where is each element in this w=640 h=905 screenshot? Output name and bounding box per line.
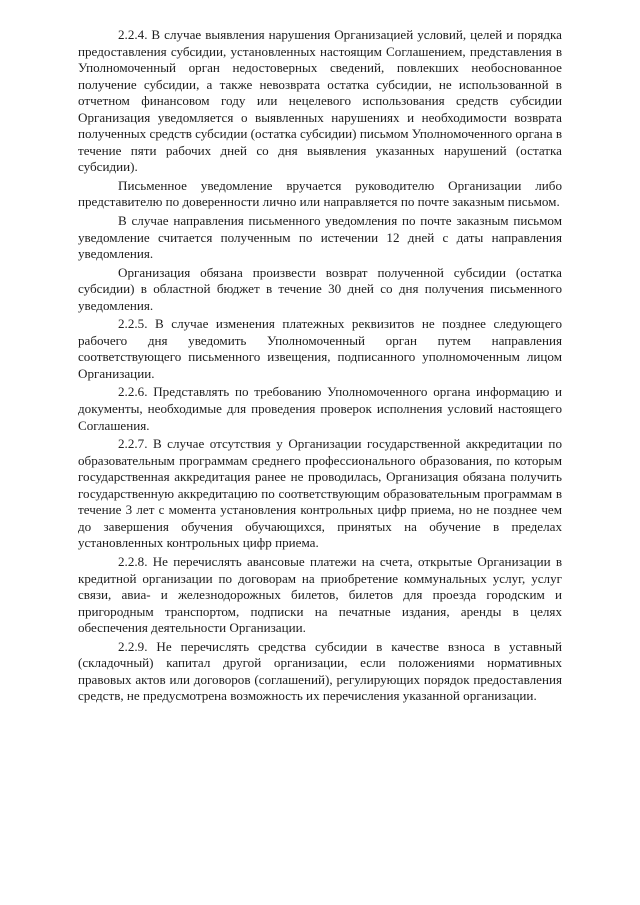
paragraph-notice-received: В случае направления письменного уведомления по почте заказным письмом уведомление считается полученным по истечении 12 дней с даты направления уведомления. [78,213,562,262]
paragraph-2-2-6: 2.2.6. Представлять по требованию Уполномоченного органа информацию и документы, необходимые для проведения проверок исполнения условий настоящего Соглашения. [78,384,562,433]
document-page [78,27,562,705]
paragraph-2-2-8: 2.2.8. Не перечислять авансовые платежи на счета, открытые Организации в кредитной организации по договорам на приобретение коммунальных услуг, услуг связи, авиа- и железнодорожных билетов, билетов для проезда городским и пригородным транспортом, подписки на печатные издания, аренды в целях обеспечения деятельности Организации. [78,553,562,636]
paragraph-2-2-9: 2.2.9. Не перечислять средства субсидии в качестве взноса в уставный (складочный) капитал другой организации, если положениями нормативных правовых актов или договоров (соглашений), регулирующих порядок предоставления средств, не предусмотрена возможность их перечисления указанной организации. [78,638,562,704]
paragraph-2-2-5: 2.2.5. В случае изменения платежных реквизитов не позднее следующего рабочего дня уведомить Уполномоченный орган путем направления соответствующего письменного извещения, подписанного уполномоченным лицом Организации. [78,316,562,381]
paragraph-notice-delivery: Письменное уведомление вручается руководителю Организации либо представителю по доверенности лично или направляется по почте заказным письмом. [78,177,562,210]
paragraph-2-2-4: 2.2.4. В случае выявления нарушения Организацией условий, целей и порядка предоставления субсидии, установленных настоящим Соглашением, представления в Уполномоченный орган недостоверных сведений, повлекших необоснованное получение субсидии, а также невозврата остатка субсидии, не использованной в отчетном финансовом году или нецелевого использования средств субсидии Организация уведомляется о выявленных нарушениях и необходимости возврата полученных средств субсидии (остатка субсидии) письмом Уполномоченного органа в течение пяти рабочих дней со дня выявления указанных нарушений (остатка субсидии). [78,27,562,175]
paragraph-refund: Организация обязана произвести возврат полученной субсидии (остатка субсидии) в областной бюджет в течение 30 дней со дня получения письменного уведомления. [78,264,562,313]
paragraph-2-2-7: 2.2.7. В случае отсутствия у Организации государственной аккредитации по образовательным программам среднего профессионального образования, по которым государственная аккредитация ранее не проводилась, Организация обязана получить государственную аккредитацию по соответствующим образовательным программам в течение 3 лет с момента установления контрольных цифр приема, но не позднее чем до завершения обучения обучающихся, принятых на обучение в пределах установленных контрольных цифр приема. [78,436,562,551]
